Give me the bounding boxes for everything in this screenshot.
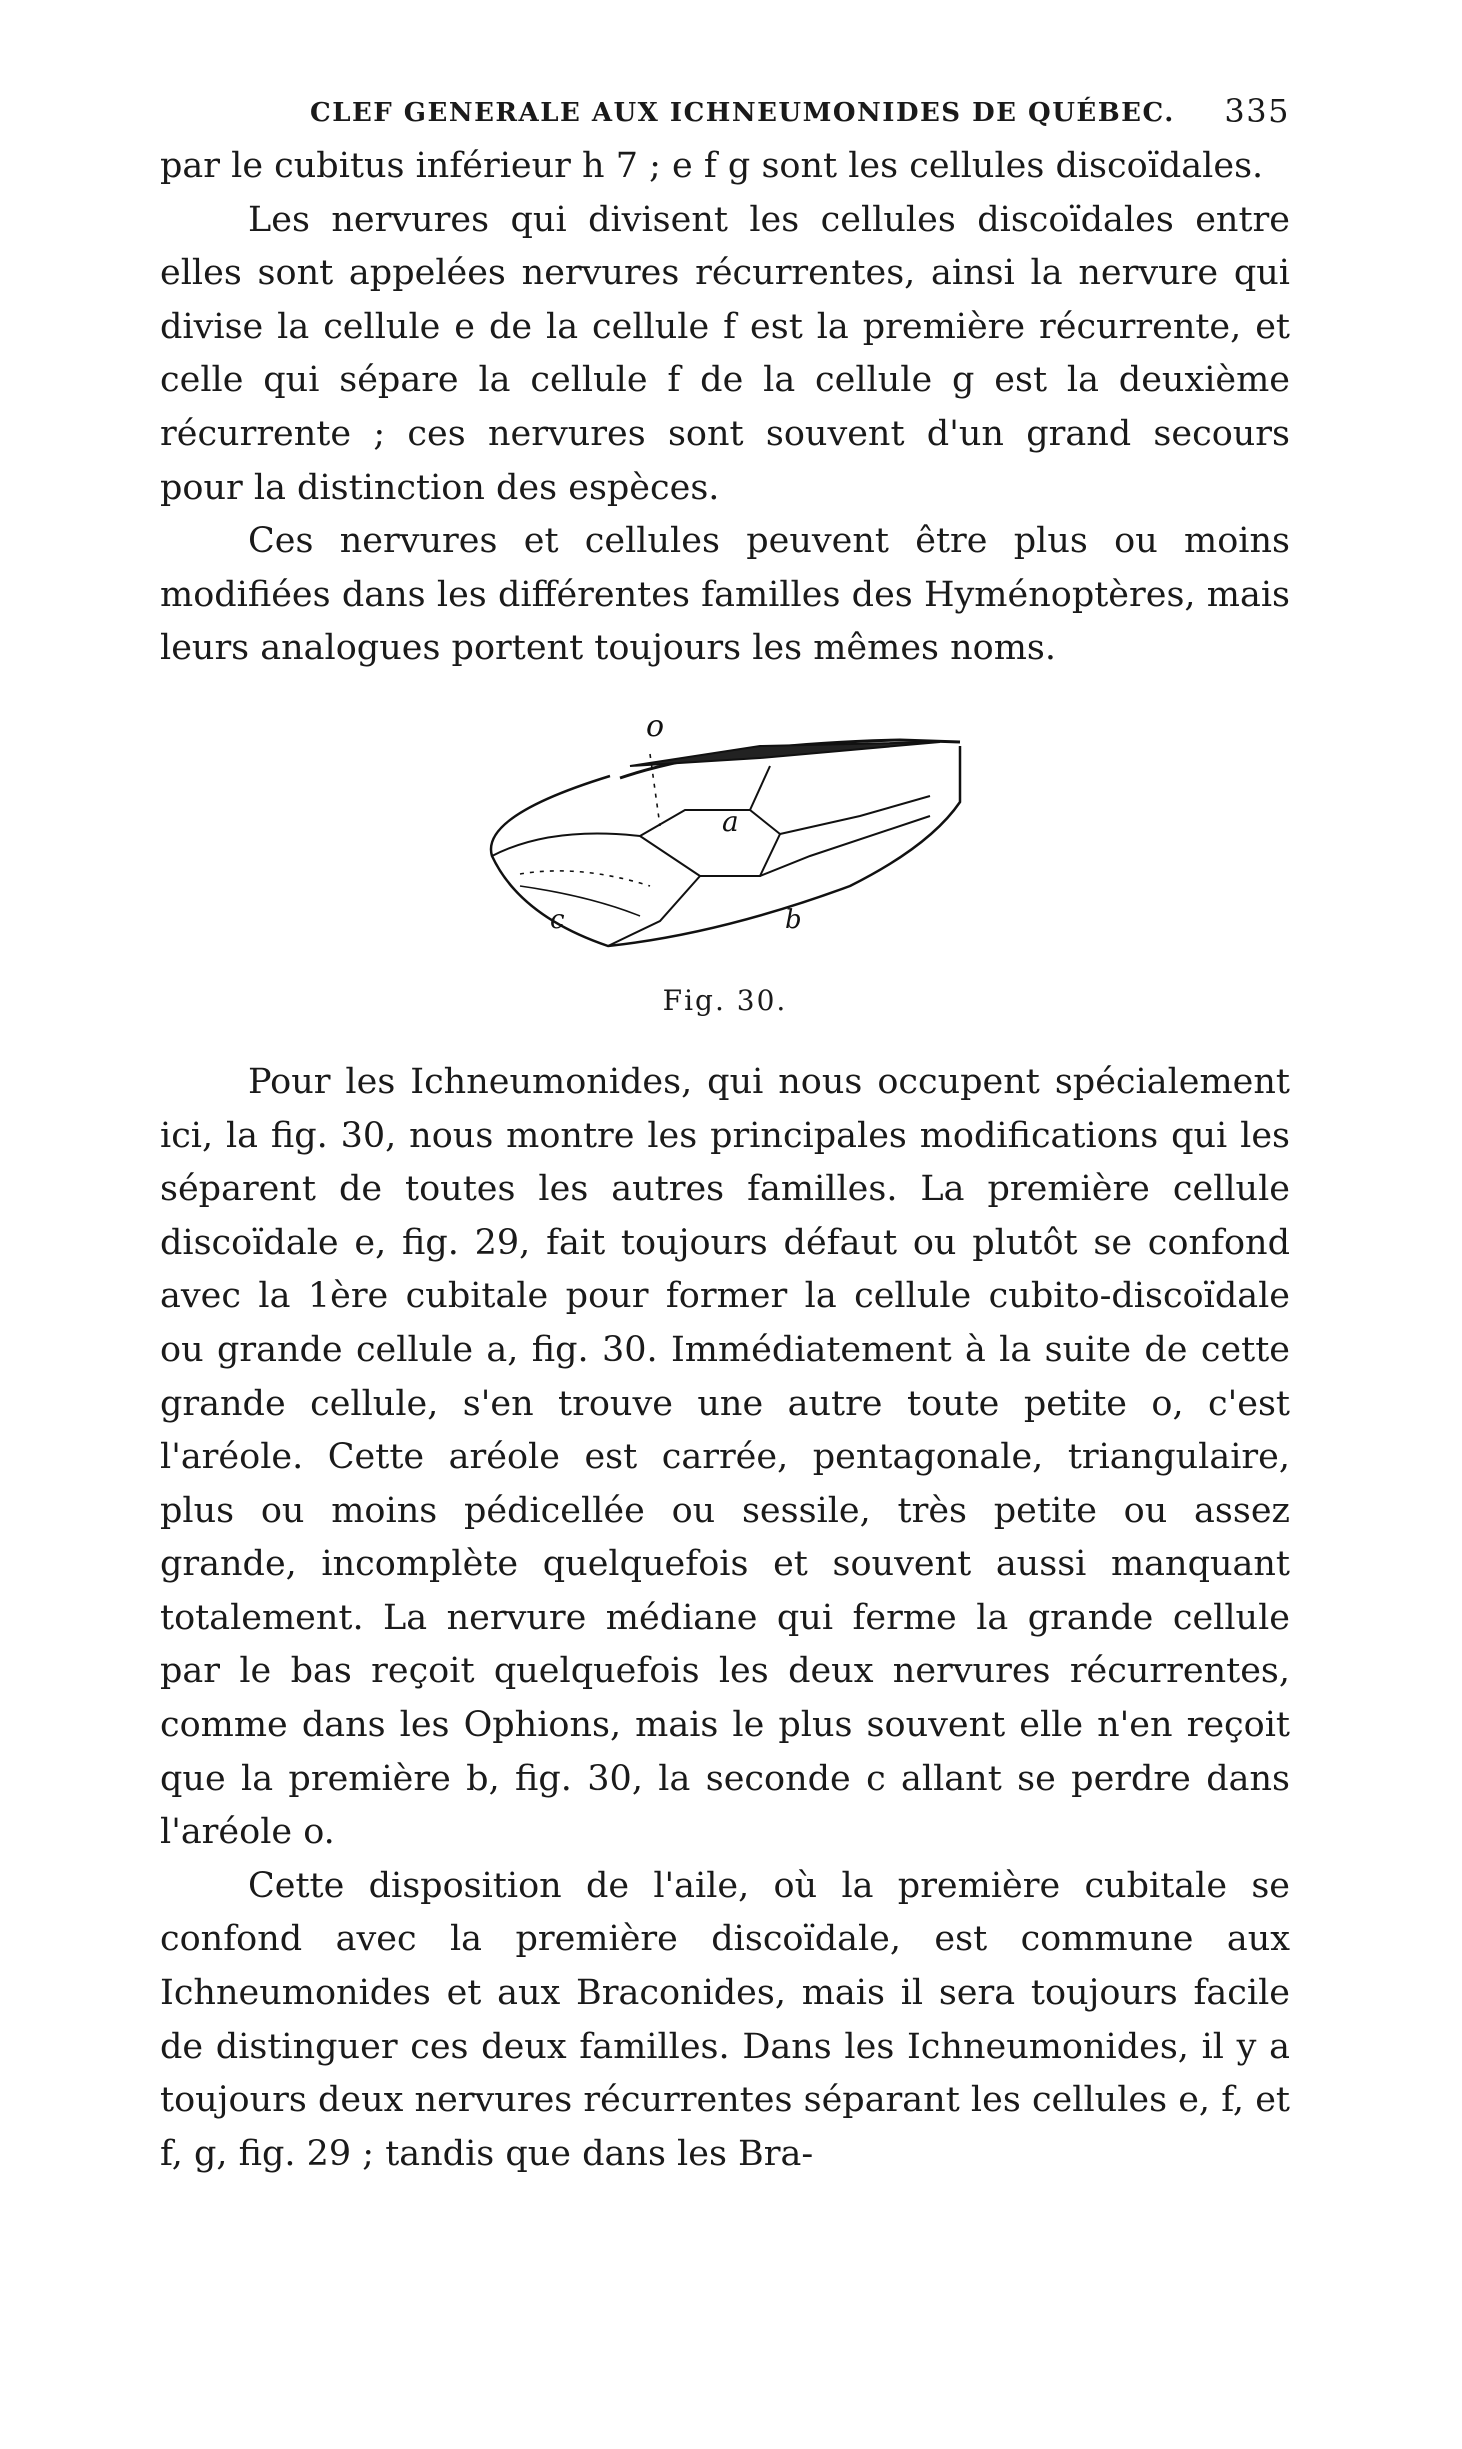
wing-vein-dotted — [520, 754, 660, 886]
body-text-top — [160, 140, 1290, 676]
paragraph-4: Pour les Ichneumonides, qui nous occupent spécialement ici, la fig. 30, nous montre les principales modifications qui les séparent de toutes les autres familles. La première cellule discoïdale e, fig. 29, fait toujours défaut ou plutôt se confond avec la 1ère cubitale pour former la cellule cubito-discoïdale ou grande cellule a, fig. 30. Immédiatement à la suite de cette grande cellule, s'en trouve une autre toute petite o, c'est l'aréole. Cette aréole est carrée, pentagonale, triangulaire, plus ou moins pédicellée ou sessile, très petite ou assez grande, incomplète quelquefois et souvent aussi manquant totalement. La nervure médiane qui ferme la grande cellule par le bas reçoit quelquefois les deux nervures récurrentes, comme dans les Ophions, mais le plus souvent elle n'en reçoit que la première b, fig. 30, la seconde c allant se perdre dans l'aréole o. — [160, 1061, 1290, 1853]
figure-caption: Fig. 30. — [662, 983, 788, 1017]
figure-30 — [160, 706, 1290, 1036]
book-page — [160, 90, 1290, 2390]
body-text-bottom — [160, 1056, 1290, 2181]
wing-vein-cubital — [640, 810, 780, 876]
paragraph-2: Les nervures qui divisent les cellules discoïdales entre elles sont appelées nervures récurrentes, ainsi la nervure qui divise la cellule e de la cellule f est la première récurrente, et celle qui sépare la cellule f de la cellule g est la deuxième récurrente ; ces nervures sont souvent d'un grand secours pour la distinction des espèces. — [160, 199, 1290, 508]
wing-vein-radial — [750, 766, 930, 834]
page-number: 335 — [1224, 92, 1290, 130]
running-head-title: CLEF GENERALE AUX ICHNEUMONIDES DE QUÉBEC. — [310, 98, 1175, 128]
figure-label-b: b — [785, 904, 802, 935]
wing-vein-lower — [608, 816, 930, 946]
wing-venation-illustration — [460, 706, 980, 976]
figure-label-c: c — [550, 904, 565, 935]
figure-label-o: o — [646, 708, 665, 744]
wing-stigma — [630, 742, 940, 766]
paragraph-5: Cette disposition de l'aile, où la première cubitale se confond avec la première discoïdale, est commune aux Ichneumonides et aux Braconides, mais il sera toujours facile de distinguer ces deux familles. Dans les Ichneumonides, il y a toujours deux nervures récurrentes séparant les cellules e, f, et f, g, fig. 29 ; tandis que dans les Bra- — [160, 1865, 1290, 2174]
wing-vein-medial — [492, 833, 700, 876]
paragraph-1: par le cubitus inférieur h 7 ; e f g sont les cellules discoïdales. — [160, 146, 1264, 186]
running-head — [160, 90, 1290, 140]
figure-label-a: a — [722, 804, 739, 838]
paragraph-3: Ces nervures et cellules peuvent être plus ou moins modifiées dans les différentes familles des Hyménoptères, mais leurs analogues portent toujours les mêmes noms. — [160, 521, 1290, 669]
